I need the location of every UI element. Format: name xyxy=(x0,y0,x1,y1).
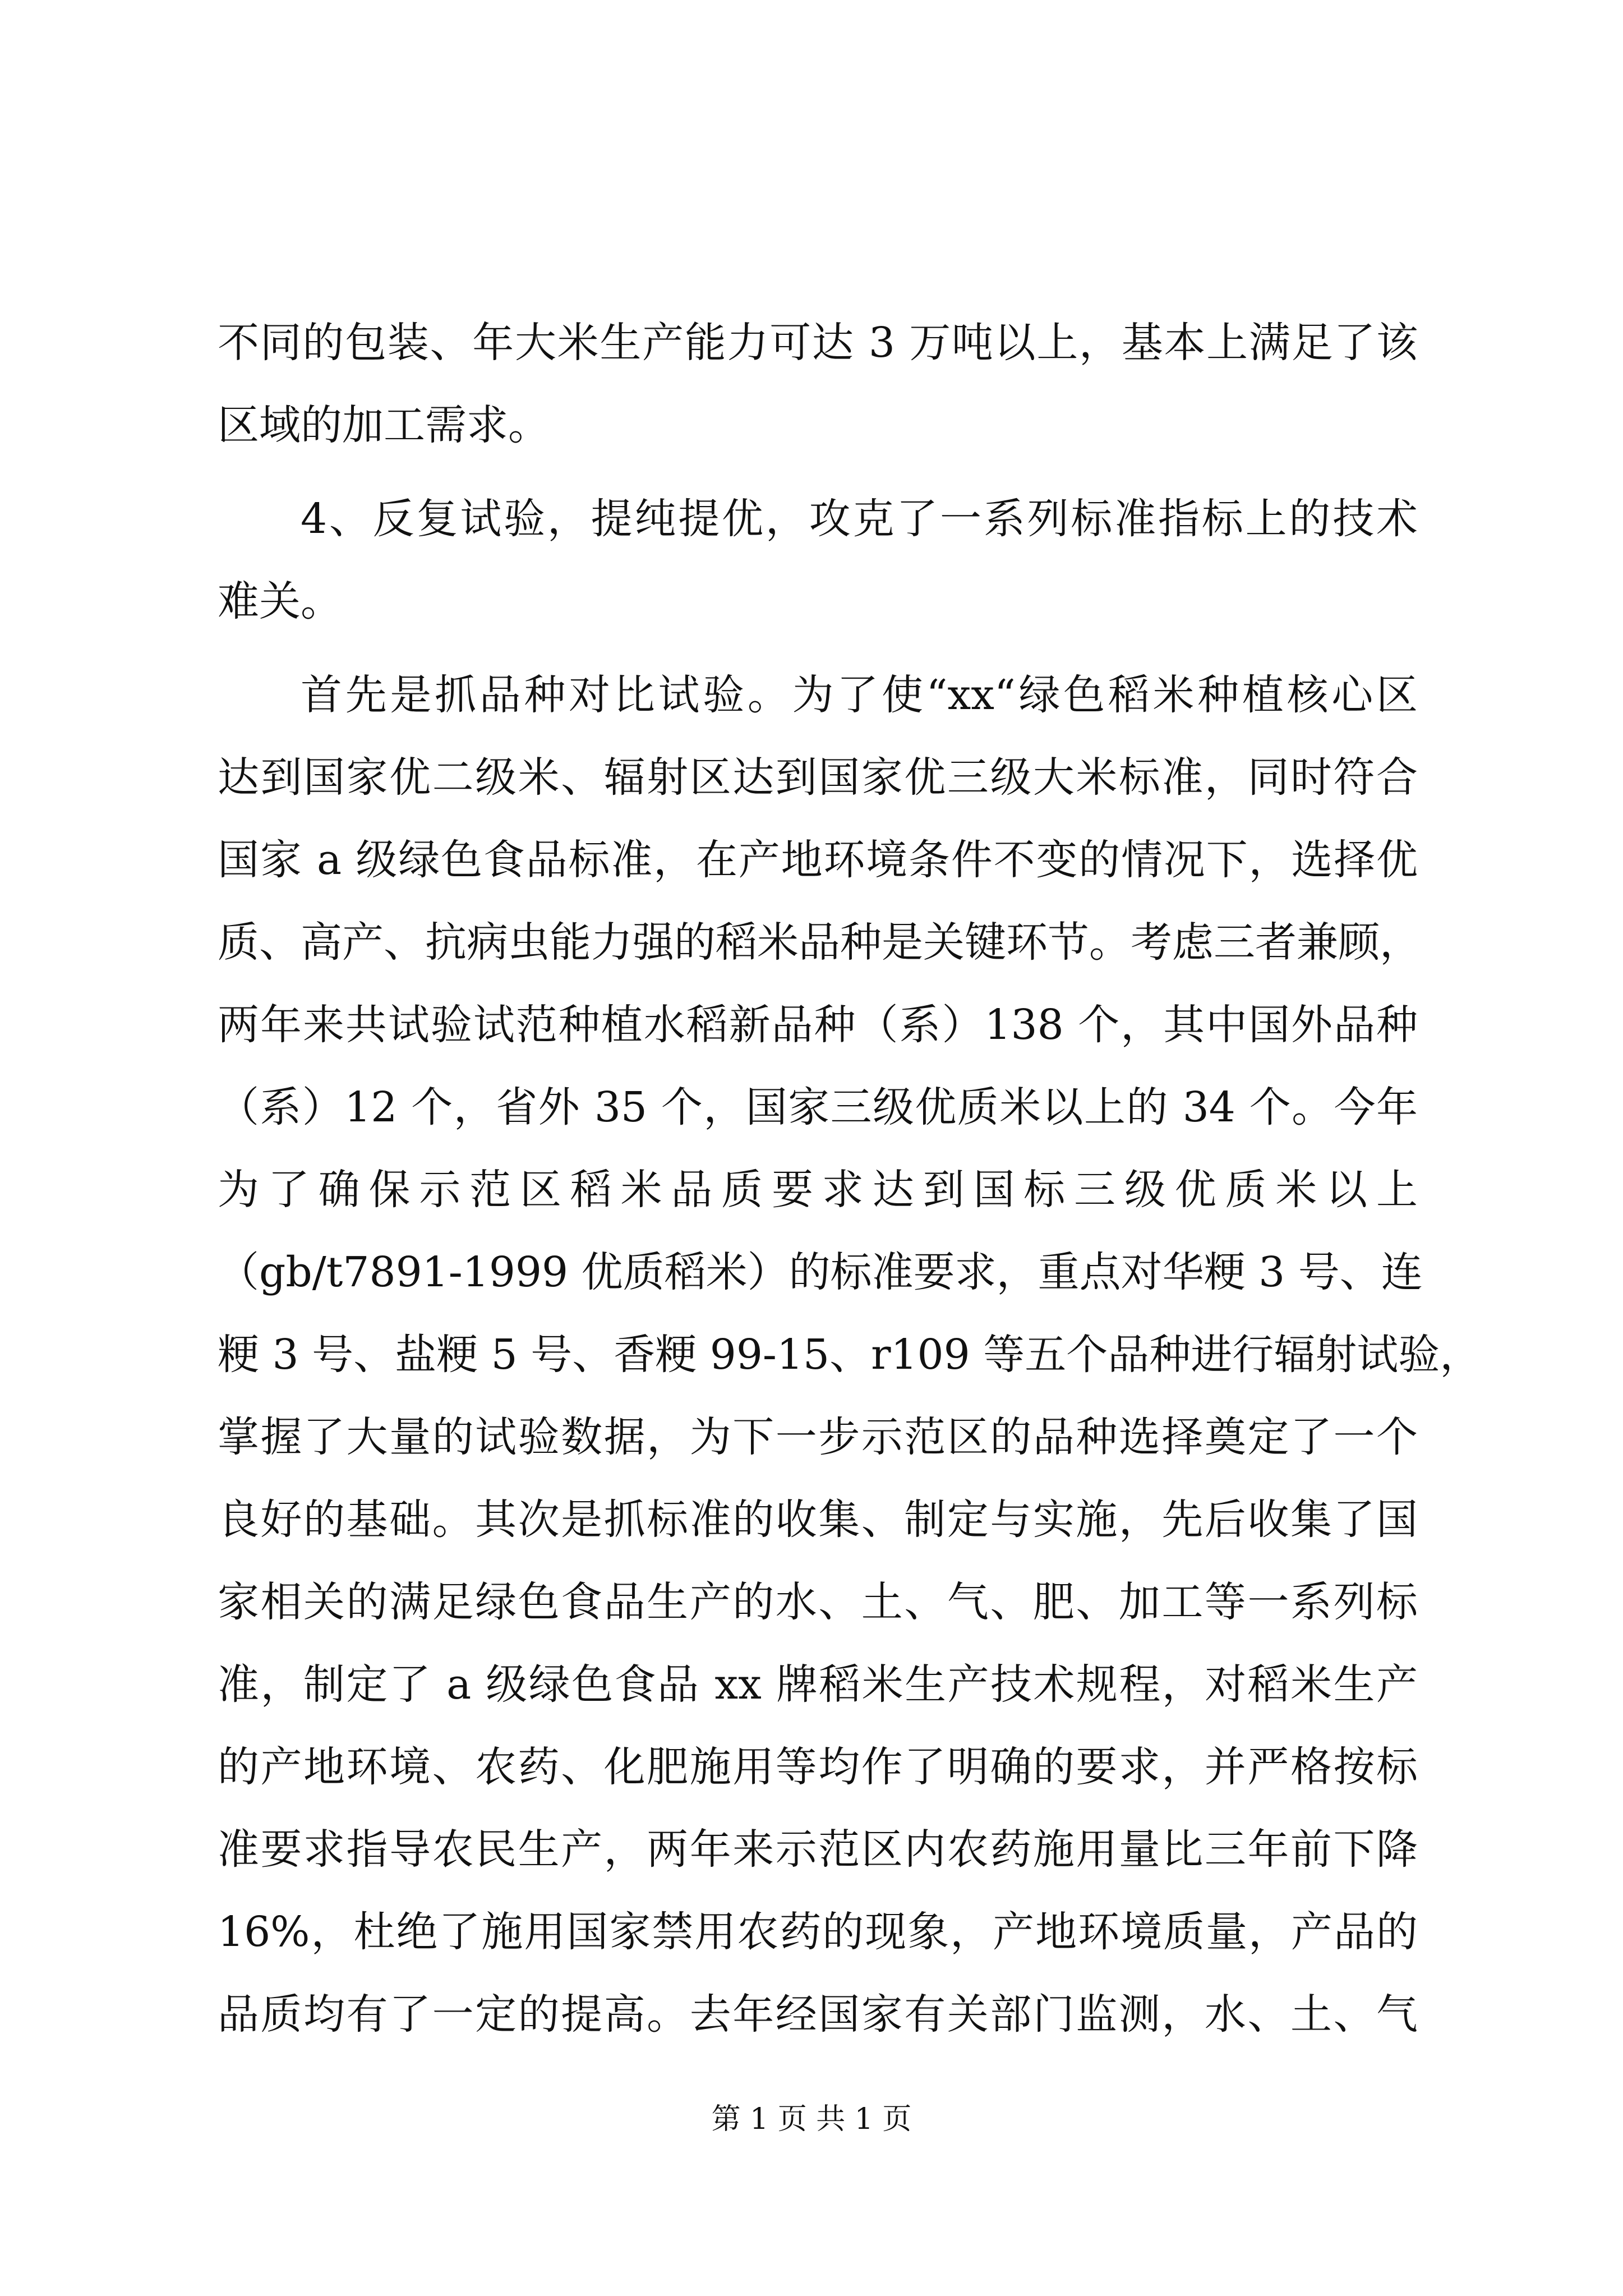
page-footer: 第 1 页 共 1 页 xyxy=(711,2102,912,2136)
paragraph-3-line-5: 两年来共试验试范种植水稻新品种（系）138 个，其中国外品种 xyxy=(218,1001,1418,1049)
paragraph-3-line-9: 粳 3 号、盐粳 5 号、香粳 99-15、r109 等五个品种进行辐射试验， xyxy=(218,1331,1482,1379)
paragraph-1-line-1: 不同的包装、年大米生产能力可达 3 万吨以上，基本上满足了该 xyxy=(218,319,1418,367)
paragraph-3-line-11: 良好的基础。其次是抓标准的收集、制定与实施，先后收集了国 xyxy=(218,1496,1418,1544)
paragraph-3-line-14: 的产地环境、农药、化肥施用等均作了明确的要求，并严格按标 xyxy=(218,1743,1418,1791)
paragraph-3-line-16: 16%，杜绝了施用国家禁用农药的现象，产地环境质量，产品的 xyxy=(218,1908,1418,1956)
paragraph-2-line-2: 难关。 xyxy=(218,577,342,625)
paragraph-3-line-10: 掌握了大量的试验数据，为下一步示范区的品种选择奠定了一个 xyxy=(218,1413,1418,1461)
paragraph-3-line-17: 品质均有了一定的提高。去年经国家有关部门监测，水、土、气 xyxy=(218,1990,1418,2039)
paragraph-3-line-2: 达到国家优二级米、辐射区达到国家优三级大米标准，同时符合 xyxy=(218,753,1418,802)
paragraph-3-line-13: 准，制定了 a 级绿色食品 xx 牌稻米生产技术规程，对稻米生产 xyxy=(218,1660,1418,1709)
paragraph-3-line-3: 国家 a 级绿色食品标准，在产地环境条件不变的情况下，选择优 xyxy=(218,836,1418,884)
paragraph-3-line-6: （系）12 个，省外 35 个，国家三级优质米以上的 34 个。今年 xyxy=(218,1083,1418,1131)
paragraph-3-line-15: 准要求指导农民生产，两年来示范区内农药施用量比三年前下降 xyxy=(218,1825,1418,1874)
paragraph-3-line-8: （gb/t7891-1999 优质稻米）的标准要求，重点对华粳 3 号、连 xyxy=(218,1248,1423,1296)
paragraph-2-line-1: 4、反复试验，提纯提优，攻克了一系列标准指标上的技术 xyxy=(301,495,1418,543)
paragraph-3-line-1: 首先是抓品种对比试验。为了使“xx“绿色稻米种植核心区 xyxy=(301,671,1418,719)
paragraph-3-line-12: 家相关的满足绿色食品生产的水、土、气、肥、加工等一系列标 xyxy=(218,1578,1418,1626)
paragraph-3-line-7: 为了确保示范区稻米品质要求达到国标三级优质米以上 xyxy=(218,1166,1418,1214)
document-body xyxy=(218,302,1482,2056)
paragraph-1-line-2: 区域的加工需求。 xyxy=(218,401,550,449)
paragraph-3-line-4: 质、高产、抗病虫能力强的稻米品种是关键环节。考虑三者兼顾， xyxy=(218,918,1421,967)
